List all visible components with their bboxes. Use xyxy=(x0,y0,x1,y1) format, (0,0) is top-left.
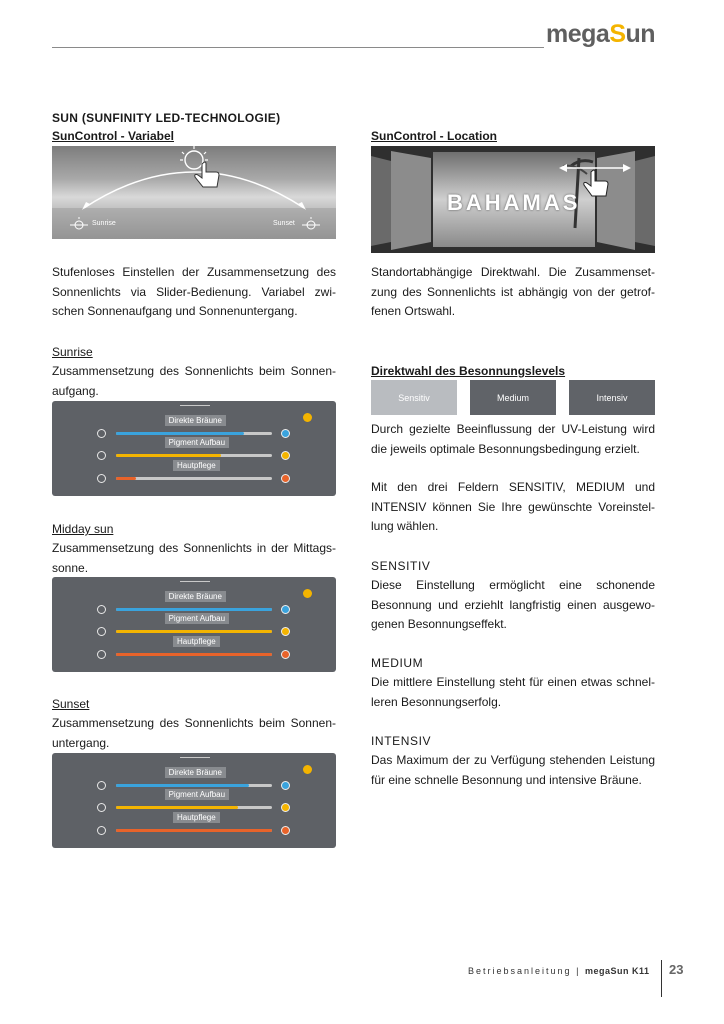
slider-max-icon[interactable] xyxy=(281,803,290,812)
preset-text-midday: Zusammensetzung des Sonnenlichts in der Mittags-sonne. xyxy=(52,541,336,575)
slider-hautpflege[interactable] xyxy=(116,477,272,480)
preset-title-midday: Midday sun xyxy=(52,522,114,536)
sun-icon xyxy=(303,589,312,598)
variabel-text: Stufenloses Einstellen der Zusammensetzung des Sonnenlichts via Slider-Bedienung. Variabel zwi-schen Sonnenaufgang und Sonnenuntergang. xyxy=(52,265,336,318)
panel-handle xyxy=(180,757,210,758)
slider-label-hautpflege: Hautpflege xyxy=(173,812,220,823)
slider-min-icon[interactable] xyxy=(97,605,106,614)
slider-direkte-braeune[interactable] xyxy=(116,784,272,787)
slider-panel-sunrise xyxy=(52,401,336,496)
slider-label-direkte-braeune: Direkte Bräune xyxy=(165,415,226,426)
location-image xyxy=(371,146,655,253)
medium-button[interactable]: Medium xyxy=(470,380,556,415)
slider-max-icon[interactable] xyxy=(281,781,290,790)
sunrise-label: Sunrise xyxy=(92,220,116,227)
slider-hautpflege[interactable] xyxy=(116,829,272,832)
slider-fill xyxy=(116,608,272,611)
slider-label-direkte-braeune: Direkte Bräune xyxy=(165,591,226,602)
hand-pointer-icon xyxy=(195,162,219,187)
preset-title-sunset: Sunset xyxy=(52,697,90,711)
panel-handle xyxy=(180,581,210,582)
location-text: Standortabhängige Direktwahl. Die Zusammenset-zung des Sonnenlichts ist abhängig von der getrof-fenen Ortswahl. xyxy=(371,265,655,318)
slider-max-icon[interactable] xyxy=(281,451,290,460)
slider-label-direkte-braeune: Direkte Bräune xyxy=(165,767,226,778)
location-title: SunControl - Location xyxy=(371,129,497,143)
slider-hautpflege[interactable] xyxy=(116,653,272,656)
slider-label-pigment-aufbau: Pigment Aufbau xyxy=(165,613,229,624)
sun-icon xyxy=(303,413,312,422)
slider-max-icon[interactable] xyxy=(281,605,290,614)
mode-title-intensiv: INTENSIV xyxy=(371,734,432,748)
header-rule xyxy=(52,47,544,48)
footer-divider xyxy=(661,960,662,997)
slider-panel-midday xyxy=(52,577,336,672)
slider-min-icon[interactable] xyxy=(97,451,106,460)
slider-fill xyxy=(116,432,244,435)
level-text: Durch gezielte Beeinflussung der UV-Leistung wird die jeweils optimale Besonnungsbedingung erzielt. xyxy=(371,422,655,456)
slider-fill xyxy=(116,454,221,457)
slider-direkte-braeune[interactable] xyxy=(116,608,272,611)
slider-direkte-braeune[interactable] xyxy=(116,432,272,435)
sunset-label: Sunset xyxy=(273,220,295,227)
mode-text-intensiv: Das Maximum der zu Verfügung stehenden Leistung für eine schnelle Besonnung und intensive Bräune. xyxy=(371,753,655,787)
slider-fill xyxy=(116,630,272,633)
preset-title-sunrise: Sunrise xyxy=(52,345,93,359)
slider-fill xyxy=(116,829,272,832)
slider-label-pigment-aufbau: Pigment Aufbau xyxy=(165,437,229,448)
slider-label-hautpflege: Hautpflege xyxy=(173,460,220,471)
mode-title-sensitiv: SENSITIV xyxy=(371,559,431,573)
slider-fill xyxy=(116,477,136,480)
page-number: 23 xyxy=(669,962,684,977)
slider-label-hautpflege: Hautpflege xyxy=(173,636,220,647)
panel-handle xyxy=(180,405,210,406)
slider-min-icon[interactable] xyxy=(97,826,106,835)
section-title: SUN (SUNFINITY LED-TECHNOLOGIE) xyxy=(52,111,281,125)
slider-min-icon[interactable] xyxy=(97,429,106,438)
preset-text-sunrise: Zusammensetzung des Sonnenlichts beim Sonnen-aufgang. xyxy=(52,364,336,398)
slider-fill xyxy=(116,784,249,787)
slider-pigment-aufbau[interactable] xyxy=(116,630,272,633)
sun-icon xyxy=(303,765,312,774)
slider-min-icon[interactable] xyxy=(97,803,106,812)
mode-text-medium: Die mittlere Einstellung steht für einen etwas schnel-leren Besonnungserfolg. xyxy=(371,675,655,709)
slider-label-pigment-aufbau: Pigment Aufbau xyxy=(165,789,229,800)
slider-max-icon[interactable] xyxy=(281,650,290,659)
mode-text-sensitiv: Diese Einstellung ermöglicht eine schonende Besonnung und erziehlt langfristig einen ausgewo-genen Besonnungseffekt. xyxy=(371,578,655,631)
slider-max-icon[interactable] xyxy=(281,474,290,483)
mode-title-medium: MEDIUM xyxy=(371,656,424,670)
slider-min-icon[interactable] xyxy=(97,650,106,659)
level-title: Direktwahl des Besonnungslevels xyxy=(371,364,566,378)
slider-min-icon[interactable] xyxy=(97,627,106,636)
slider-pigment-aufbau[interactable] xyxy=(116,454,272,457)
variabel-image xyxy=(52,146,336,239)
slider-max-icon[interactable] xyxy=(281,627,290,636)
slider-max-icon[interactable] xyxy=(281,826,290,835)
fields-text: Mit den drei Feldern SENSITIV, MEDIUM und INTENSIV können Sie Ihre gewünschte Voreinstel-lung wählen. xyxy=(371,480,655,533)
slider-pigment-aufbau[interactable] xyxy=(116,806,272,809)
preset-text-sunset: Zusammensetzung des Sonnenlichts beim Sonnen-untergang. xyxy=(52,716,336,750)
location-name: BAHAMAS xyxy=(447,190,581,215)
variabel-title: SunControl - Variabel xyxy=(52,129,175,143)
slider-max-icon[interactable] xyxy=(281,429,290,438)
intensiv-button[interactable]: Intensiv xyxy=(569,380,655,415)
footer-manual: Betriebsanleitung | megaSun K11 xyxy=(468,966,650,976)
sensitiv-button[interactable]: Sensitiv xyxy=(371,380,457,415)
slider-fill xyxy=(116,806,238,809)
slider-min-icon[interactable] xyxy=(97,474,106,483)
megasun-logo: megaSun xyxy=(546,20,656,48)
slider-panel-sunset xyxy=(52,753,336,848)
slider-fill xyxy=(116,653,272,656)
slider-min-icon[interactable] xyxy=(97,781,106,790)
